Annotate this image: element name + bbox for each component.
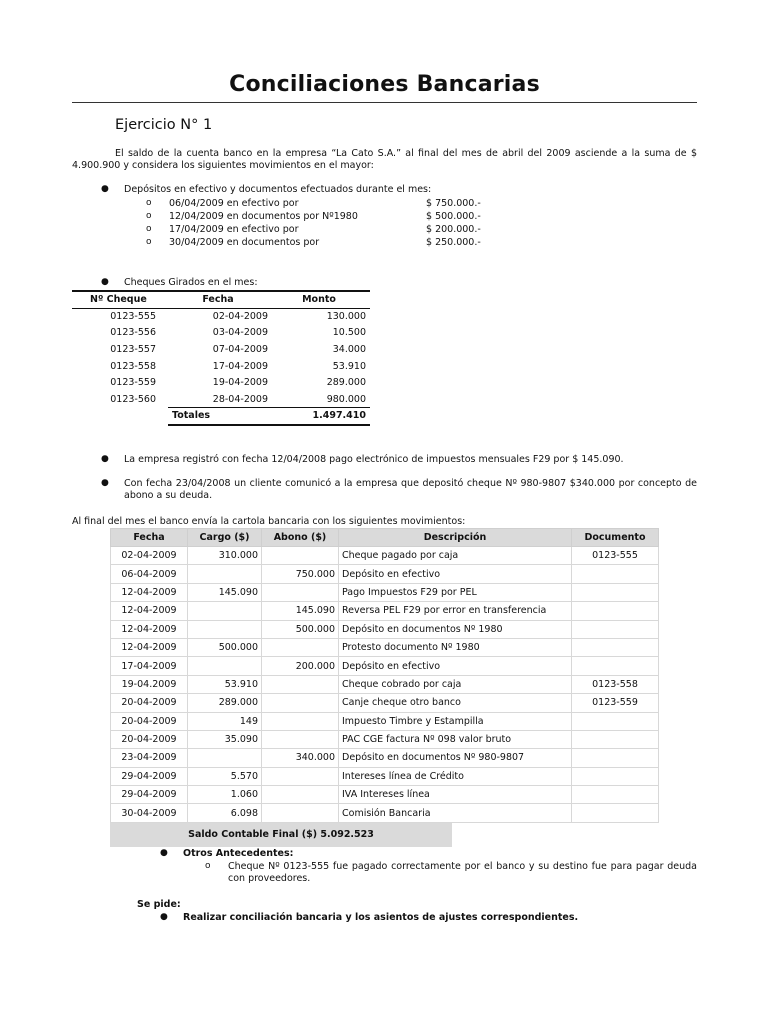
cheque-number: 0123-557 — [110, 343, 156, 355]
cheques-heading: Cheques Girados en el mes: — [124, 277, 258, 288]
row-document — [572, 804, 659, 822]
table-row — [111, 804, 659, 822]
table-row — [72, 325, 370, 342]
column-header: Cargo ($) — [188, 529, 262, 547]
table-row — [72, 374, 370, 391]
table-row — [111, 767, 659, 785]
row-document: 0123-558 — [572, 675, 659, 693]
deposit-item-amount: $ 750.000.- — [426, 198, 481, 209]
cheques-table — [72, 290, 370, 426]
row-description: Canje cheque otro banco — [339, 694, 572, 712]
deposit-item-amount: $ 250.000.- — [426, 237, 481, 248]
deposit-item-amount: $ 200.000.- — [426, 224, 481, 235]
row-abono — [262, 547, 339, 565]
row-abono — [262, 804, 339, 822]
deposit-item-amount: $ 500.000.- — [426, 211, 481, 222]
cheque-amount: 980.000 — [326, 393, 366, 405]
row-cargo — [188, 657, 262, 675]
column-header: Monto — [268, 291, 370, 308]
column-header: Fecha — [111, 529, 188, 547]
totals-label: Totales — [168, 408, 268, 425]
bullet-icon: ● — [101, 454, 109, 464]
row-cargo — [188, 565, 262, 583]
row-description: IVA Intereses línea — [339, 786, 572, 804]
deposit-item-label: 30/04/2009 en documentos por — [169, 237, 320, 248]
row-abono — [262, 730, 339, 748]
cheque-date: 07-04-2009 — [212, 343, 268, 355]
row-cargo: 53.910 — [188, 675, 262, 693]
row-abono — [262, 786, 339, 804]
cheque-number: 0123-559 — [110, 377, 156, 389]
cheque-number: 0123-556 — [110, 327, 156, 339]
table-row — [111, 583, 659, 601]
row-cargo: 310.000 — [188, 547, 262, 565]
row-cargo: 289.000 — [188, 694, 262, 712]
column-header: Fecha — [168, 291, 268, 308]
cheque-date: 17-04-2009 — [212, 360, 268, 372]
column-header: Descripción — [339, 529, 572, 547]
row-document — [572, 583, 659, 601]
table-row — [111, 620, 659, 638]
other-background-item: Cheque Nº 0123-555 fue pagado correctamente por el banco y su destino fue para pagar deuda con proveedores. — [228, 861, 697, 884]
row-abono — [262, 694, 339, 712]
row-date: 12-04-2009 — [111, 602, 188, 620]
row-abono — [262, 675, 339, 693]
bullet-icon: ● — [160, 848, 168, 858]
row-abono — [262, 712, 339, 730]
row-abono — [262, 638, 339, 656]
row-date: 29-04-2009 — [111, 786, 188, 804]
row-document — [572, 730, 659, 748]
cheque-number: 0123-555 — [110, 311, 156, 323]
page-title: Conciliaciones Bancarias — [229, 72, 540, 97]
table-row — [72, 308, 370, 325]
column-header: Abono ($) — [262, 529, 339, 547]
bullet-icon: ● — [101, 184, 109, 194]
bullet-icon: ● — [101, 478, 109, 488]
row-description: Reversa PEL F29 por error en transferencia — [339, 602, 572, 620]
row-date: 23-04-2009 — [111, 749, 188, 767]
row-document — [572, 620, 659, 638]
table-row — [111, 657, 659, 675]
bank-statement-table — [110, 528, 659, 823]
column-header: Nº Cheque — [72, 291, 168, 308]
table-row — [111, 786, 659, 804]
row-cargo: 6.098 — [188, 804, 262, 822]
row-cargo: 500.000 — [188, 638, 262, 656]
row-description: Depósito en efectivo — [339, 657, 572, 675]
row-document — [572, 565, 659, 583]
row-date: 17-04-2009 — [111, 657, 188, 675]
row-document — [572, 602, 659, 620]
cheque-date: 19-04-2009 — [212, 377, 268, 389]
cheque-amount: 289.000 — [326, 377, 366, 389]
row-description: Comisión Bancaria — [339, 804, 572, 822]
row-abono — [262, 767, 339, 785]
title-divider — [72, 102, 697, 103]
intro-paragraph: El saldo de la cuenta banco en la empresa “La Cato S.A.” al final del mes de abril del 2009 asciende a la suma de $ 4.900.900 y considera los siguientes movimientos en el mayor: — [72, 148, 697, 171]
row-date: 06-04-2009 — [111, 565, 188, 583]
row-cargo: 5.570 — [188, 767, 262, 785]
table-row — [72, 341, 370, 358]
table-row — [111, 712, 659, 730]
cheque-number: 0123-560 — [110, 393, 156, 405]
row-abono: 200.000 — [262, 657, 339, 675]
note-tax-payment: La empresa registró con fecha 12/04/2008 pago electrónico de impuestos mensuales F29 por $ 145.090. — [124, 454, 624, 465]
row-document — [572, 657, 659, 675]
row-abono: 500.000 — [262, 620, 339, 638]
row-date: 02-04-2009 — [111, 547, 188, 565]
row-cargo: 1.060 — [188, 786, 262, 804]
row-document — [572, 767, 659, 785]
row-description: Depósito en documentos Nº 980-9807 — [339, 749, 572, 767]
totals-row — [72, 408, 370, 425]
row-document — [572, 786, 659, 804]
row-description: PAC CGE factura Nº 098 valor bruto — [339, 730, 572, 748]
row-description: Cheque cobrado por caja — [339, 675, 572, 693]
row-description: Cheque pagado por caja — [339, 547, 572, 565]
table-row — [111, 547, 659, 565]
exercise-heading: Ejercicio N° 1 — [115, 117, 213, 133]
row-description: Depósito en efectivo — [339, 565, 572, 583]
requirement-heading: Se pide: — [137, 899, 181, 910]
circle-bullet-icon: o — [205, 861, 211, 871]
cheque-number: 0123-558 — [110, 360, 156, 372]
row-abono: 750.000 — [262, 565, 339, 583]
row-cargo: 35.090 — [188, 730, 262, 748]
row-date: 12-04-2009 — [111, 620, 188, 638]
bullet-icon: ● — [160, 912, 168, 922]
row-description: Impuesto Timbre y Estampilla — [339, 712, 572, 730]
circle-bullet-icon: o — [146, 211, 152, 221]
row-date: 29-04-2009 — [111, 767, 188, 785]
row-document: 0123-555 — [572, 547, 659, 565]
row-abono: 340.000 — [262, 749, 339, 767]
final-balance: Saldo Contable Final ($) 5.092.523 — [110, 823, 452, 847]
other-background-heading: Otros Antecedentes: — [183, 848, 294, 859]
row-description: Intereses línea de Crédito — [339, 767, 572, 785]
row-date: 12-04-2009 — [111, 638, 188, 656]
cheque-amount: 34.000 — [332, 343, 366, 355]
row-abono: 145.090 — [262, 602, 339, 620]
deposit-item-label: 12/04/2009 en documentos por Nº1980 — [169, 211, 358, 222]
deposit-item-label: 06/04/2009 en efectivo por — [169, 198, 299, 209]
table-row — [111, 675, 659, 693]
row-cargo: 145.090 — [188, 583, 262, 601]
circle-bullet-icon: o — [146, 198, 152, 208]
cheque-amount: 10.500 — [332, 327, 366, 339]
row-date: 19-04.2009 — [111, 675, 188, 693]
row-cargo — [188, 749, 262, 767]
circle-bullet-icon: o — [146, 237, 152, 247]
cheque-date: 28-04-2009 — [212, 393, 268, 405]
row-cargo — [188, 602, 262, 620]
cheque-amount: 130.000 — [326, 311, 366, 323]
requirement-item: Realizar conciliación bancaria y los asientos de ajustes correspondientes. — [183, 912, 579, 923]
row-cargo — [188, 620, 262, 638]
row-cargo: 149 — [188, 712, 262, 730]
table-row — [111, 638, 659, 656]
circle-bullet-icon: o — [146, 224, 152, 234]
row-abono — [262, 583, 339, 601]
row-description: Pago Impuestos F29 por PEL — [339, 583, 572, 601]
table-row — [111, 694, 659, 712]
row-date: 30-04-2009 — [111, 804, 188, 822]
cheque-date: 03-04-2009 — [212, 327, 268, 339]
row-document — [572, 712, 659, 730]
note-client-deposit: Con fecha 23/04/2008 un cliente comunicó a la empresa que depositó cheque Nº 980-9807 $340.000 por concepto de abono a su deuda. — [124, 478, 697, 501]
row-date: 20-04-2009 — [111, 694, 188, 712]
row-date: 12-04-2009 — [111, 583, 188, 601]
table-row — [72, 391, 370, 408]
deposits-heading: Depósitos en efectivo y documentos efectuados durante el mes: — [124, 184, 432, 195]
row-document: 0123-559 — [572, 694, 659, 712]
table-row — [72, 358, 370, 375]
cheque-amount: 53.910 — [332, 360, 366, 372]
totals-value: 1.497.410 — [268, 408, 370, 425]
column-header: Documento — [572, 529, 659, 547]
row-document — [572, 638, 659, 656]
cheque-date: 02-04-2009 — [212, 311, 268, 323]
table-row — [111, 749, 659, 767]
bank-statement-intro: Al final del mes el banco envía la cartola bancaria con los siguientes movimientos: — [72, 516, 466, 527]
table-row — [111, 602, 659, 620]
row-date: 20-04-2009 — [111, 712, 188, 730]
table-row — [111, 730, 659, 748]
table-row — [111, 565, 659, 583]
row-description: Depósito en documentos Nº 1980 — [339, 620, 572, 638]
bullet-icon: ● — [101, 277, 109, 287]
row-date: 20-04-2009 — [111, 730, 188, 748]
deposit-item-label: 17/04/2009 en efectivo por — [169, 224, 299, 235]
row-document — [572, 749, 659, 767]
row-description: Protesto documento Nº 1980 — [339, 638, 572, 656]
